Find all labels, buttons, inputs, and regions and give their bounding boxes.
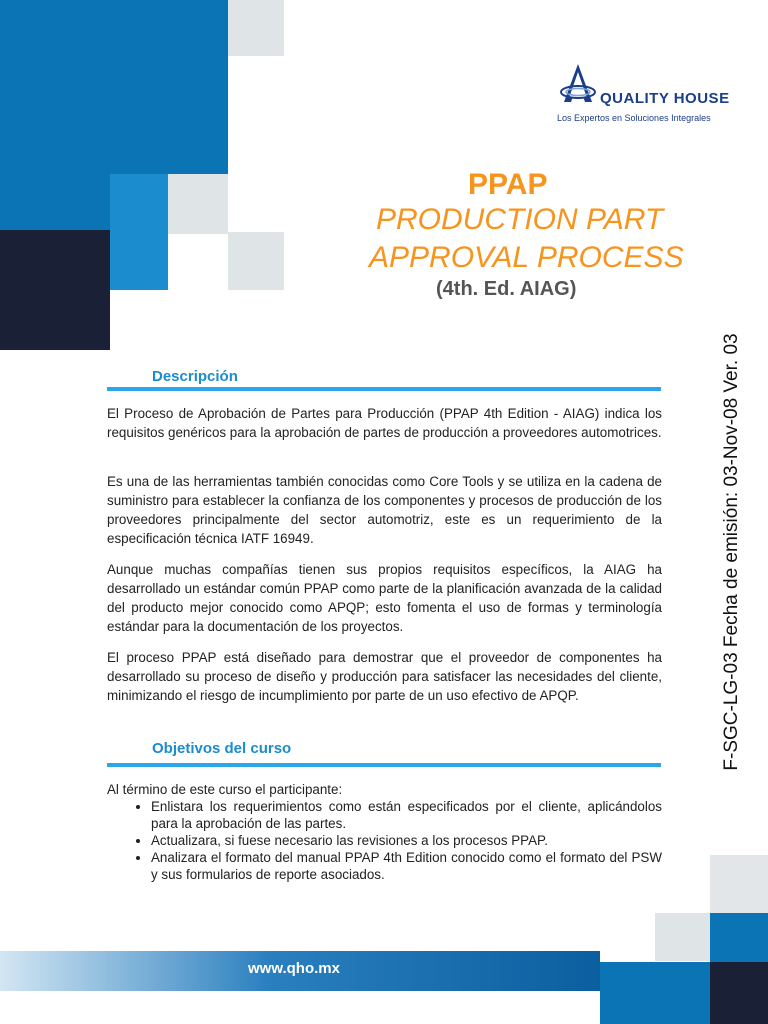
edition-label: (4th. Ed. AIAG) — [436, 278, 577, 300]
footer-website-link[interactable]: www.qho.mx — [248, 960, 340, 977]
decor-square — [228, 0, 284, 56]
decor-square — [168, 174, 228, 234]
decor-square — [710, 855, 768, 913]
objectives-list — [107, 798, 662, 883]
paragraph-text: Es una de las herramientas también conocidas como Core Tools y se utiliza en la cadena de suministro para establecer la confianza de los componentes y procesos de producción de los proveedores principalmente del sector automotriz, este es un requerimiento de la especificación técnica IATF 16949. — [107, 474, 662, 546]
paragraph — [107, 472, 662, 548]
decor-square — [655, 913, 711, 961]
quality-house-logo-icon — [558, 62, 598, 108]
decor-square — [0, 230, 110, 350]
decor-square — [110, 174, 168, 230]
decor-square — [228, 232, 284, 290]
decor-square — [600, 962, 710, 1024]
list-item: • Enlistara los requerimientos como están especificados por el cliente, aplicándolos para la aprobación de las partes. — [151, 798, 662, 832]
paragraph-text: El Proceso de Aprobación de Partes para Producción (PPAP 4th Edition - AIAG) indica los requisitos genéricos para la aprobación de partes de producción a proveedores automotrices. — [107, 406, 662, 440]
logo-name: QUALITY HOUSE — [600, 90, 730, 107]
objectives-intro: Al término de este curso el participante: — [107, 782, 343, 797]
section-divider — [107, 763, 661, 767]
logo-tagline: Los Expertos en Soluciones Integrales — [557, 113, 711, 123]
decor-square — [710, 962, 768, 1024]
paragraph — [107, 560, 662, 636]
list-item: • Actualizara, si fuese necesario las revisiones a los procesos PPAP. — [151, 832, 662, 849]
objectives-block — [107, 781, 662, 883]
page-title: PPAP — [468, 168, 548, 201]
document-code: F-SGC-LG-03 Fecha de emisión: 03-Nov-08 Ver. 03 — [721, 333, 742, 771]
paragraph — [107, 404, 662, 442]
page-subtitle-line1: PRODUCTION PART — [376, 203, 664, 236]
decor-square — [0, 0, 110, 230]
page-subtitle-line2: APPROVAL PROCESS — [369, 241, 684, 274]
section-heading-descripcion: Descripción — [152, 368, 238, 385]
section-divider — [107, 387, 661, 391]
list-item: • Analizara el formato del manual PPAP 4th Edition conocido como el formato del PSW y sus formularios de reporte asociados. — [151, 849, 662, 883]
paragraph-text: El proceso PPAP está diseñado para demostrar que el proveedor de componentes ha desarrollado su proceso de diseño y producción para satisfacer las necesidades del cliente, minimizando el riesgo de incumplimiento por parte de un uso efectivo de APQP. — [107, 650, 662, 703]
decor-square — [110, 0, 228, 174]
paragraph — [107, 648, 662, 705]
paragraph-text: Aunque muchas compañías tienen sus propios requisitos específicos, la AIAG ha desarrollado un estándar común PPAP como parte de la planificación avanzada de la calidad del producto mejor conocido como APQP; esto fomenta el uso de formas y terminología estándar para la documentación de los proyectos. — [107, 562, 662, 634]
section-heading-objetivos: Objetivos del curso — [152, 740, 292, 757]
decor-square — [110, 230, 168, 290]
